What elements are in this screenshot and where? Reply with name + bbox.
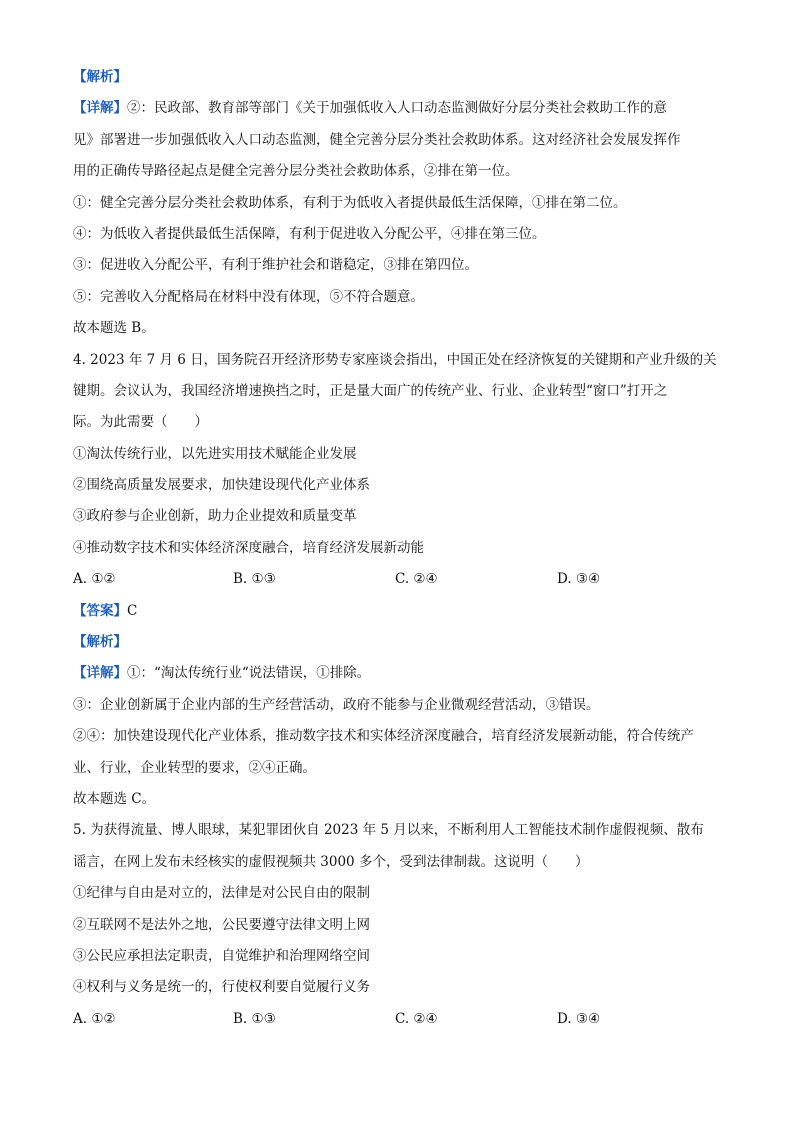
q4-option-b: B. ①③ [233, 571, 276, 588]
q4-statement-4: ④推动数字技术和实体经济深度融合，培育经济发展新动能 [73, 539, 424, 556]
conclusion-1: 故本题选 B。 [73, 320, 155, 337]
q4-detail-3: 业、行业，企业转型的要求，②④正确。 [73, 759, 316, 776]
detail-tag-1: 【详解】 [73, 100, 127, 117]
q4-conclusion: 故本题选 C。 [73, 790, 156, 807]
q4-statement-3: ③政府参与企业创新，助力企业提效和质量变革 [73, 508, 357, 525]
q4-statement-1: ①淘汰传统行业，以先进实用技术赋能企业发展 [73, 445, 357, 462]
document-page [73, 62, 733, 1035]
q5-statement-1: ①纪律与自由是对立的，法律是对公民自由的限制 [73, 885, 370, 902]
detail-tag-2: 【详解】 [73, 665, 127, 682]
q4-answer [73, 596, 733, 627]
detail-line-1-3: ①：健全完善分层分类社会救助体系，有利于为低收入者提供最低生活保障，①排在第二位。 [73, 194, 627, 211]
detail-line-1-0 [73, 93, 733, 124]
analysis-heading-2: 【解析】 [73, 634, 127, 651]
q5-statement-4: ④权利与义务是统一的，行使权利要自觉履行义务 [73, 979, 370, 996]
detail-line-1-4: ④：为低收入者提供最低生活保障，有利于促进收入分配公平，④排在第三位。 [73, 225, 546, 242]
q5-option-d: D. ③④ [557, 1010, 601, 1027]
q5-options [73, 1004, 733, 1035]
q4-detail-2: ②④：加快建设现代化产业体系，推动数字技术和实体经济深度融合，培育经济发展新动能，符合传统产 [73, 728, 694, 745]
q4-stem-1: 键期。会议认为，我国经济增速换挡之时，正是量大面广的传统产业、行业、企业转型“窗口”打开之 [73, 382, 668, 399]
q4-detail-0 [73, 658, 733, 689]
detail-line-1-1: 见》部署进一步加强低收入人口动态监测，健全完善分层分类社会救助体系。这对经济社会发展发挥作 [73, 131, 681, 148]
q4-statement-2: ②围绕高质量发展要求，加快建设现代化产业体系 [73, 477, 370, 494]
q4-stem-0: 4. 2023 年 7 月 6 日，国务院召开经济形势专家座谈会指出，中国正处在经济恢复的关键期和产业升级的关 [73, 351, 717, 368]
detail-line-1-2: 用的正确传导路径起点是健全完善分层分类社会救助体系，②排在第一位。 [73, 163, 519, 180]
q4-detail-text-0: ①：“淘汰传统行业“说法错误，①排除。 [127, 665, 371, 682]
detail-line-1-5: ③：促进收入分配公平，有利于维护社会和谐稳定，③排在第四位。 [73, 257, 478, 274]
answer-tag: 【答案】 [73, 602, 127, 619]
detail-text-1-0: ②：民政部、教育部等部门《关于加强低收入人口动态监测做好分层分类社会救助工作的意 [127, 100, 667, 117]
q4-option-c: C. ②④ [395, 571, 438, 588]
q5-option-c: C. ②④ [395, 1010, 438, 1027]
q5-option-a: A. ①② [73, 1010, 116, 1027]
answer-value: C [127, 602, 138, 619]
q5-stem-1: 谣言，在网上发布未经核实的虚假视频共 3000 多个，受到法律制裁。这说明（ ） [73, 853, 589, 870]
q5-statement-2: ②互联网不是法外之地，公民要遵守法律文明上网 [73, 916, 370, 933]
q5-statement-3: ③公民应承担法定职责，自觉维护和治理网络空间 [73, 947, 370, 964]
q4-option-a: A. ①② [73, 571, 116, 588]
detail-line-1-6: ⑤：完善收入分配格局在材料中没有体现，⑤不符合题意。 [73, 288, 424, 305]
q5-option-b: B. ①③ [233, 1010, 276, 1027]
q5-stem-0: 5. 为获得流量、博人眼球，某犯罪团伙自 2023 年 5 月以来，不断利用人工智能技术制作虚假视频、散布 [73, 822, 704, 839]
q4-detail-1: ③：企业创新属于企业内部的生产经营活动，政府不能参与企业微观经营活动，③错误。 [73, 696, 600, 713]
q4-option-d: D. ③④ [557, 571, 601, 588]
q4-options [73, 564, 733, 595]
q4-stem-2: 际。为此需要（ ） [73, 414, 208, 431]
analysis-heading-1: 【解析】 [73, 69, 127, 85]
